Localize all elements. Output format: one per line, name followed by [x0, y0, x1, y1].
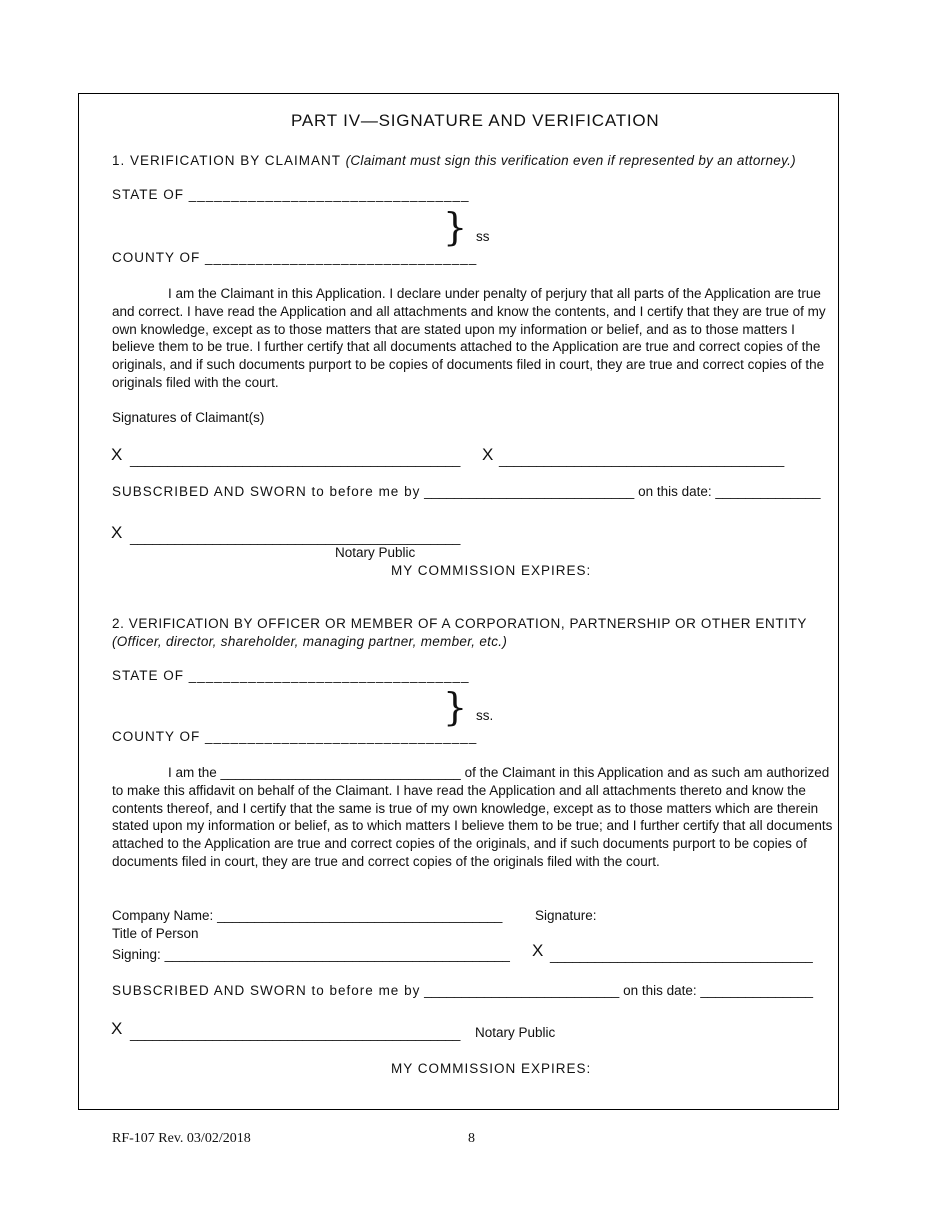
- form-id: RF-107 Rev. 03/02/2018: [112, 1131, 251, 1146]
- section1-heading: [112, 152, 796, 169]
- signing-label: Signing:: [112, 947, 161, 962]
- section2-county-field[interactable]: COUNTY OF ________________________________: [112, 729, 478, 744]
- section2-on-date-label: on this date:: [623, 983, 697, 998]
- section1-ss: ss: [476, 229, 490, 244]
- section2-sworn-row: [112, 982, 813, 999]
- title-of-person-label: Title of Person: [112, 926, 199, 941]
- section1-sworn-row: [112, 483, 821, 500]
- title-of-person-field[interactable]: ______________________________________________: [164, 947, 510, 962]
- company-name-field[interactable]: ______________________________________: [217, 908, 503, 923]
- section2-brace: }: [443, 685, 468, 729]
- section1-sworn-label: SUBSCRIBED AND SWORN to before me by: [112, 484, 421, 499]
- section2-sworn-label: SUBSCRIBED AND SWORN to before me by: [112, 983, 421, 998]
- section1-paragraph: [112, 285, 837, 392]
- claimant-signature-line-1[interactable]: ____________________________________________: [130, 452, 461, 467]
- section2-note: (Officer, director, shareholder, managing partner, member, etc.): [112, 634, 508, 649]
- section1-state-field[interactable]: STATE OF _________________________________: [112, 187, 470, 202]
- section1-note: (Claimant must sign this verification even if represented by an attorney.): [345, 153, 796, 168]
- section2-role-field[interactable]: ________________________________: [220, 765, 461, 780]
- section2-sworn-name-field[interactable]: __________________________: [424, 983, 620, 998]
- section2-paragraph: [112, 764, 837, 871]
- section1-commission-expires: MY COMMISSION EXPIRES:: [391, 563, 592, 578]
- notary2-signature-line[interactable]: ____________________________________________: [130, 1026, 461, 1041]
- notary1-signature-x: X: [111, 523, 123, 542]
- claimant-signature-line-2[interactable]: ______________________________________: [499, 452, 785, 467]
- claimant-signature-x-1: X: [111, 445, 123, 464]
- section1-paragraph-text: I am the Claimant in this Application. I declare under penalty of perjury that all parts of the Application are true and correct. I have read the Application and all attachments and know the contents, and I certify that they are true of my own knowledge, except as to those matters that are stated upon my information or belief, and as to those matters I believe them to be true. I further certify that all documents attached to the Application are true and correct copies of the originals, and if such documents purport to be copies of documents filed in court, they are true and correct copies of the originals filed with the court.: [112, 286, 826, 390]
- section2-heading: 2. VERIFICATION BY OFFICER OR MEMBER OF A CORPORATION, PARTNERSHIP OR OTHER ENTITY: [112, 616, 808, 631]
- section1-heading-text: 1. VERIFICATION BY CLAIMANT: [112, 153, 341, 168]
- section1-on-date-label: on this date:: [638, 484, 712, 499]
- section1-brace: }: [443, 205, 468, 249]
- section2-state-field[interactable]: STATE OF _________________________________: [112, 668, 470, 683]
- officer-signature-x: X: [532, 941, 544, 960]
- page-title: PART IV—SIGNATURE AND VERIFICATION: [291, 111, 660, 130]
- company-name-row: [112, 907, 502, 924]
- section2-paragraph-text: of the Claimant in this Application and as such am authorized to make this affidavit on behalf of the Claimant. I have read the Application and all attachments thereto and know the contents thereof, and I certify that the same is true of my own knowledge, except as to those matters which are therein stated upon my information or belief, as to which matters I believe them to be true; and I further certify that all documents attached to the Application are true and correct copies of the originals, and if such documents purport to be copies of documents filed in court, they are true and correct copies of the originals filed with the court.: [112, 765, 833, 869]
- notary1-public-label: Notary Public: [335, 545, 416, 560]
- section1-county-field[interactable]: COUNTY OF ________________________________: [112, 250, 478, 265]
- section2-commission-expires: MY COMMISSION EXPIRES:: [391, 1061, 592, 1076]
- company-name-label: Company Name:: [112, 908, 214, 923]
- notary2-signature-x: X: [111, 1019, 123, 1038]
- section1-sworn-name-field[interactable]: ____________________________: [424, 484, 635, 499]
- signature-label: Signature:: [535, 908, 597, 923]
- notary1-signature-line[interactable]: ____________________________________________: [130, 530, 461, 545]
- section1-date-field[interactable]: ______________: [715, 484, 821, 499]
- claimant-signature-x-2: X: [482, 445, 494, 464]
- page-number: 8: [468, 1131, 475, 1146]
- signing-row: [112, 946, 510, 963]
- notary2-public-label: Notary Public: [475, 1025, 556, 1040]
- section2-paragraph-start: I am the: [168, 765, 217, 780]
- section2-date-field[interactable]: _______________: [700, 983, 814, 998]
- signatures-label: Signatures of Claimant(s): [112, 410, 265, 425]
- section2-ss: ss.: [476, 708, 494, 723]
- officer-signature-line[interactable]: ___________________________________: [550, 948, 813, 963]
